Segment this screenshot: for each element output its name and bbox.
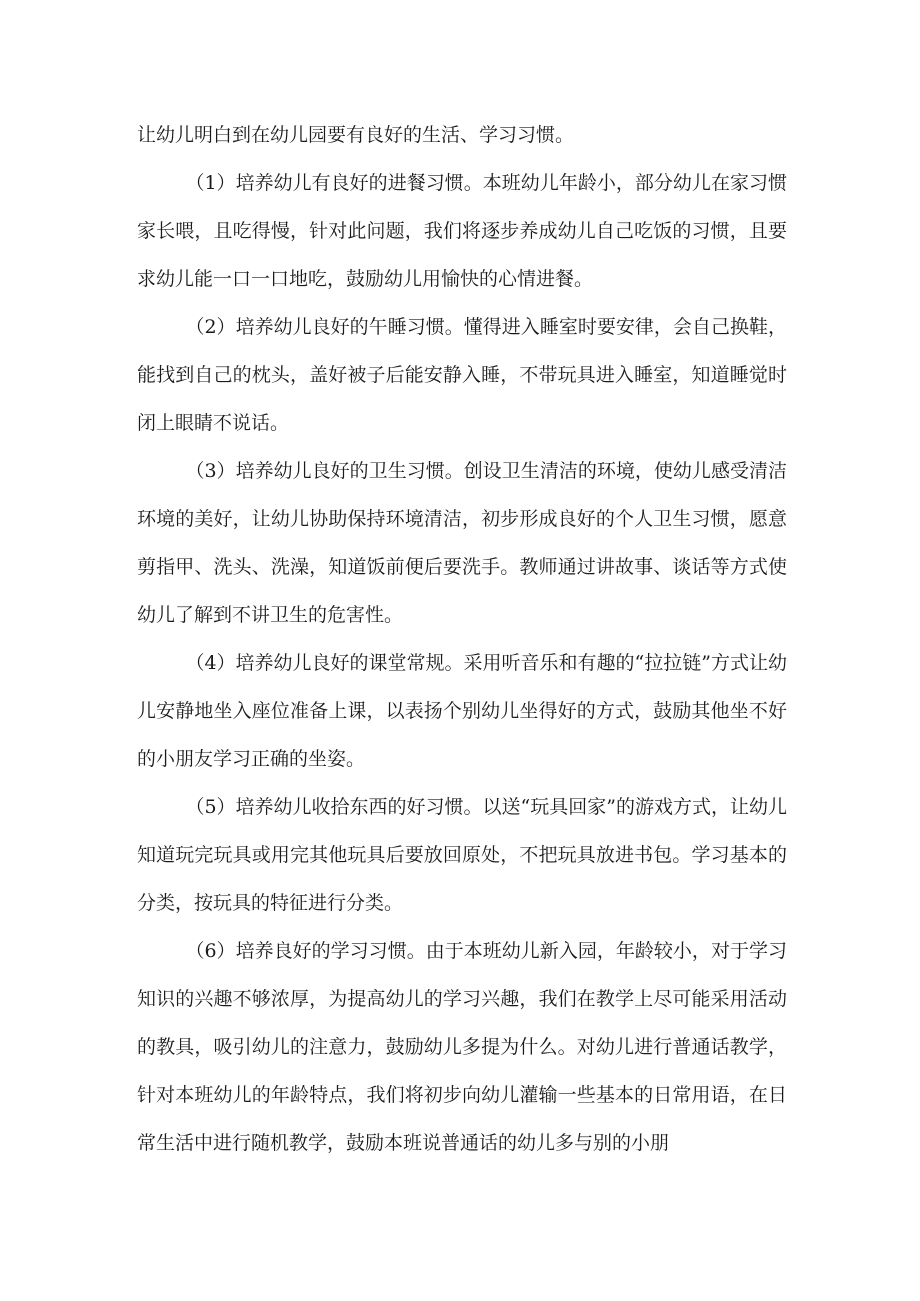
paragraph-nap-habits: （2）培养幼儿良好的午睡习惯。懂得进入睡室时要安律，会自己换鞋，能找到自己的枕头，盖好被子后能安静入睡，不带玩具进入睡室，知道睡觉时闭上眼睛不说话。 [137,316,787,434]
paragraph-learning-habits: （6）培养良好的学习习惯。由于本班幼儿新入园，年龄较小，对于学习知识的兴趣不够浓厚，为提高幼儿的学习兴趣，我们在教学上尽可能采用活动的教具，吸引幼儿的注意力，鼓励幼儿多提为什么。对幼儿进行普通话教学，针对本班幼儿的年龄特点，我们将初步向幼儿灌输一些基本的日常用语，在日常生活中进行随机教学，鼓励本班说普通话的幼儿多与别的小朋 [137,940,787,1154]
document-body [137,111,787,1167]
paragraph-classroom-routine: （4）培养幼儿良好的课堂常规。采用听音乐和有趣的“拉拉链”方式让幼儿安静地坐入座位准备上课，以表扬个别幼儿坐得好的方式，鼓励其他坐不好的小朋友学习正确的坐姿。 [137,652,787,770]
paragraph-eating-habits: （1）培养幼儿有良好的进餐习惯。本班幼儿年龄小，部分幼儿在家习惯家长喂，且吃得慢，针对此问题，我们将逐步养成幼儿自己吃饭的习惯，且要求幼儿能一口一口地吃，鼓励幼儿用愉快的心情进餐。 [137,172,787,290]
paragraph-hygiene-habits: （3）培养幼儿良好的卫生习惯。创设卫生清洁的环境，使幼儿感受清洁环境的美好，让幼儿协助保持环境清洁，初步形成良好的个人卫生习惯，愿意剪指甲、洗头、洗澡，知道饭前便后要洗手。教师通过讲故事、谈话等方式使幼儿了解到不讲卫生的危害性。 [137,460,787,626]
paragraph-tidying-habits: （5）培养幼儿收拾东西的好习惯。以送“玩具回家”的游戏方式，让幼儿知道玩完玩具或用完其他玩具后要放回原处，不把玩具放进书包。学习基本的分类，按玩具的特征进行分类。 [137,796,787,914]
paragraph-continuation: 让幼儿明白到在幼儿园要有良好的生活、学习习惯。 [137,124,575,146]
